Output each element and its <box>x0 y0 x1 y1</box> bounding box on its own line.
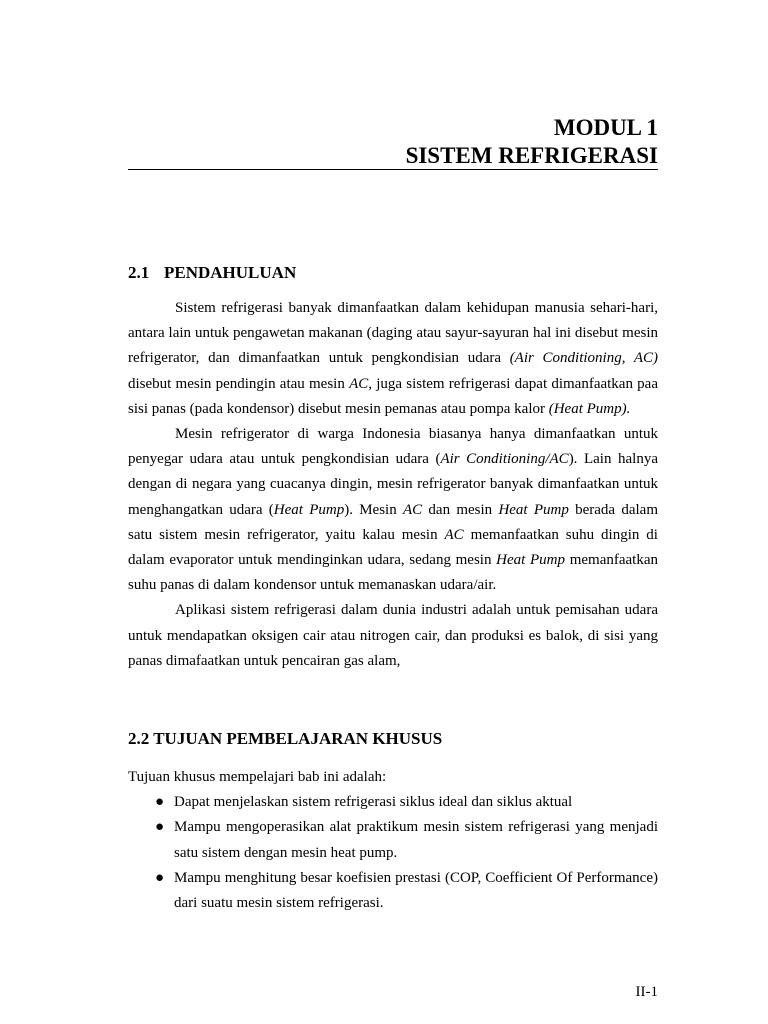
paragraph: Aplikasi sistem refrigerasi dalam dunia industri adalah untuk pemisahan udara untuk mendapatkan oksigen cair atau nitrogen cair, dan produksi es balok, di sisi yang panas dimafaatkan untuk pencairan gas alam, <box>128 602 658 669</box>
italic-term: AC <box>402 501 423 518</box>
paragraph: Mesin refrigerator di warga Indonesia biasanya hanya dimanfaatkan untuk penyegar udara atau untuk pengkondisian udara (Air Conditioning/AC). Lain halnya dengan di negara yang cuacanya dingin, mesin refrigerator banyak dimanfaatkan untuk menghangatkan udara (Heat Pump). Mesin AC dan mesin Heat Pump berada dalam satu sistem mesin refrigerator, yaitu kalau mesin AC memanfaatkan suhu dingin di dalam evaporator untuk mendinginkan udara, sedang mesin Heat Pump memanfaatkan suhu panas di dalam kondensor untuk memanaskan udara/air. <box>128 426 659 594</box>
section-heading-pendahuluan <box>128 263 296 283</box>
italic-term: AC <box>444 526 464 543</box>
section-title: PENDAHULUAN <box>164 263 297 282</box>
module-title <box>128 114 658 170</box>
section-title: TUJUAN PEMBELAJARAN KHUSUS <box>153 729 443 748</box>
italic-term: (Heat Pump). <box>548 400 631 417</box>
italic-term: Air Conditioning/AC <box>440 451 569 468</box>
list-item-text: Mampu mengoperasikan alat praktikum mesin sistem refrigerasi yang menjadi satu sistem dengan mesin heat pump. <box>174 819 658 861</box>
module-title-line2: SISTEM REFRIGERASI <box>405 143 658 168</box>
italic-term: AC <box>349 375 369 392</box>
italic-term: Heat Pump <box>498 501 569 518</box>
list-item <box>128 815 658 865</box>
italic-term: (Air Conditioning, AC) <box>509 350 658 367</box>
module-title-line1: MODUL 1 <box>553 115 658 140</box>
list-item-text: Mampu menghitung besar koefisien prestasi (COP, Coefficient Of Performance) dari suatu mesin sistem refrigerasi. <box>174 869 658 912</box>
bullet-icon: ● <box>155 869 165 886</box>
bullet-icon: ● <box>155 819 165 836</box>
section-body-tujuan <box>128 765 658 916</box>
title-underline <box>128 169 658 170</box>
list-item <box>128 866 658 916</box>
section-number: 2.1 <box>128 263 150 282</box>
list-item <box>128 790 658 815</box>
italic-term: Heat Pump <box>496 552 566 569</box>
section-body-pendahuluan <box>128 296 658 674</box>
section-number: 2.2 <box>128 729 150 748</box>
goal-list <box>128 790 658 916</box>
page-number: II-1 <box>635 984 658 1000</box>
italic-term: Heat Pump <box>273 501 345 518</box>
bullet-icon: ● <box>155 794 165 811</box>
goal-intro-text: Tujuan khusus mempelajari bab ini adalah: <box>128 769 387 785</box>
paragraph: Sistem refrigerasi banyak dimanfaatkan dalam kehidupan manusia sehari-hari, antara lain untuk pengawetan makanan (daging atau sayur-sayuran hal ini disebut mesin refrigerator, dan dimanfaatkan untuk pengkondisian udara (Air Conditioning, AC) disebut mesin pendingin atau mesin AC, juga sistem refrigerasi dapat dimanfaatkan paa sisi panas (pada kondensor) disebut mesin pemanas atau pompa kalor (Heat Pump). <box>128 300 659 417</box>
section-heading-tujuan <box>128 729 442 749</box>
list-item-text: Dapat menjelaskan sistem refrigerasi siklus ideal dan siklus aktual <box>174 794 573 811</box>
